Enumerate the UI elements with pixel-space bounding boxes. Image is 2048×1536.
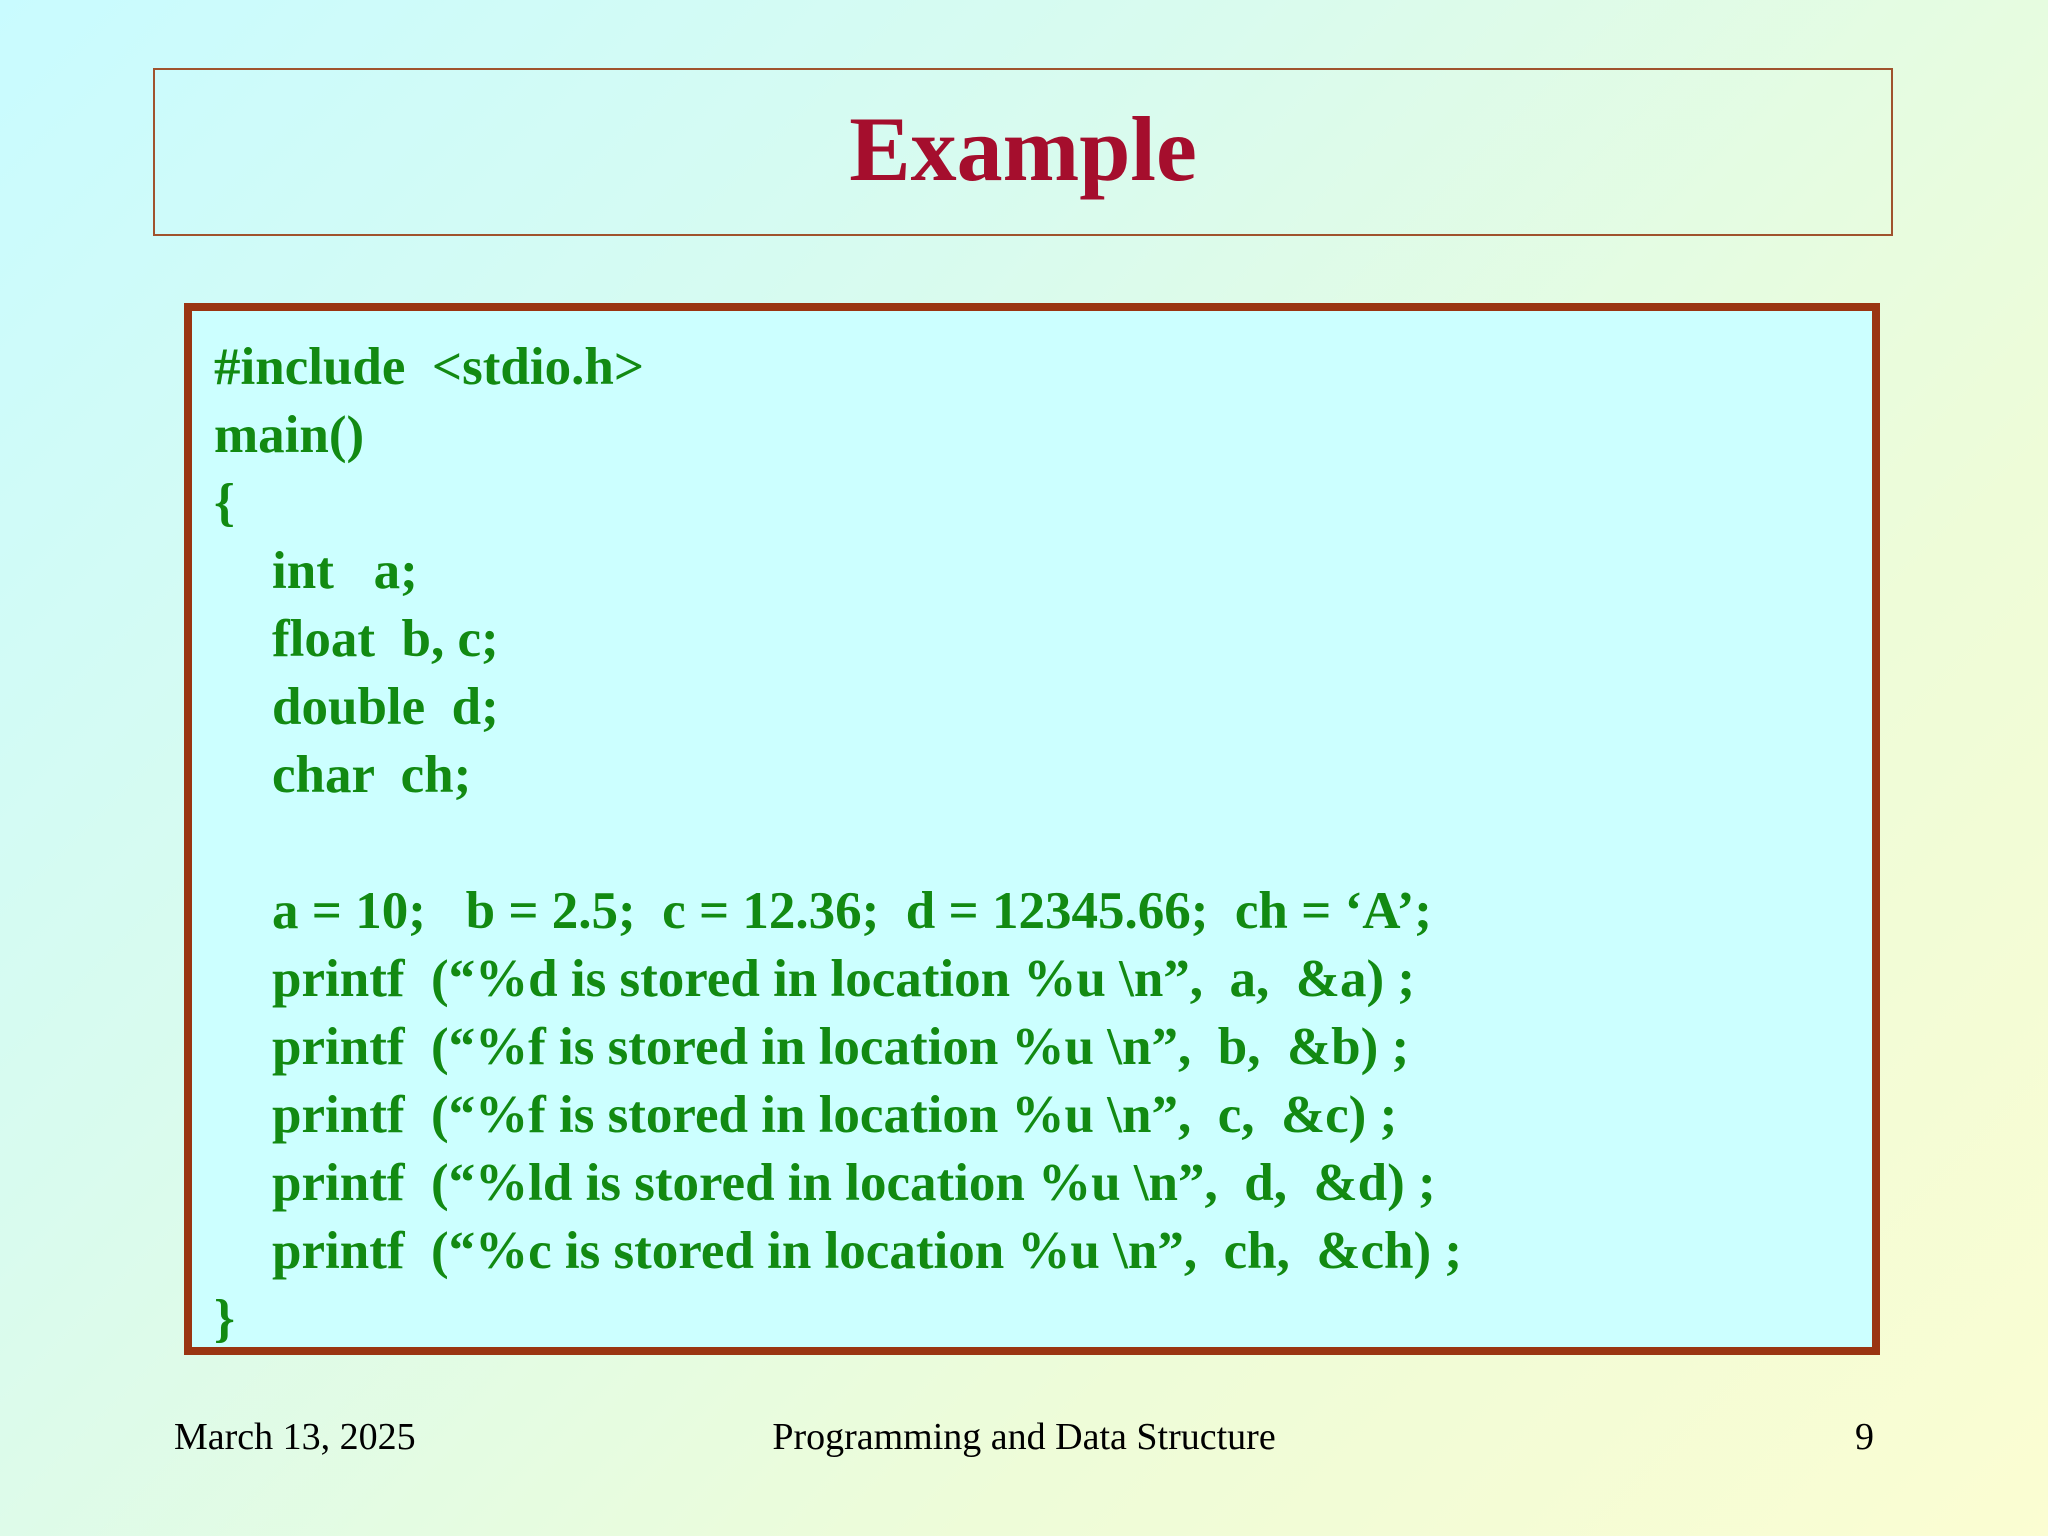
code-block bbox=[184, 303, 1880, 1355]
code-line-float-decl: float b, c; bbox=[272, 610, 499, 668]
code-line-printf-a: printf (“%d is stored in location %u \n”, a, &a) ; bbox=[272, 950, 1415, 1008]
code-line-printf-d: printf (“%ld is stored in location %u \n”, d, &d) ; bbox=[272, 1154, 1436, 1212]
code-line-char-decl: char ch; bbox=[272, 746, 472, 804]
code-line-close-brace: } bbox=[214, 1290, 235, 1348]
slide-title: Example bbox=[849, 98, 1197, 200]
code-line-blank bbox=[214, 809, 1872, 877]
code-line-double-decl: double d; bbox=[272, 678, 499, 736]
code-line-assignments: a = 10; b = 2.5; c = 12.36; d = 12345.66; ch = ‘A’; bbox=[272, 882, 1432, 940]
code-line-printf-ch: printf (“%c is stored in location %u \n”, ch, &ch) ; bbox=[272, 1222, 1463, 1280]
footer-page-number: 9 bbox=[1855, 1416, 1874, 1458]
code-line-printf-b: printf (“%f is stored in location %u \n”, b, &b) ; bbox=[272, 1018, 1410, 1076]
code-line-printf-c: printf (“%f is stored in location %u \n”, c, &c) ; bbox=[272, 1086, 1398, 1144]
code-line-include: #include <stdio.h> bbox=[214, 338, 645, 396]
footer-course-title: Programming and Data Structure bbox=[772, 1416, 1276, 1458]
code-line-open-brace: { bbox=[214, 474, 235, 532]
code-line-int-decl: int a; bbox=[272, 542, 418, 600]
slide-title-box bbox=[153, 68, 1893, 236]
code-line-main: main() bbox=[214, 406, 365, 464]
footer-date: March 13, 2025 bbox=[174, 1416, 416, 1458]
